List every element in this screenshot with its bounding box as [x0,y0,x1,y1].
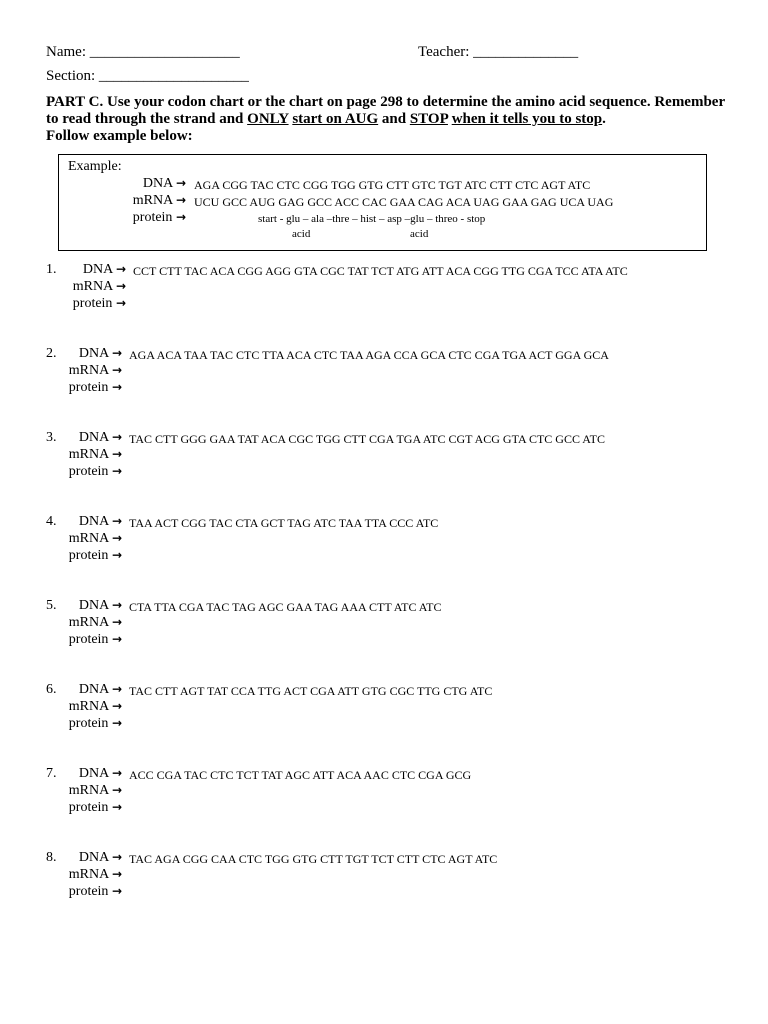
arrow-right-icon: → [111,682,122,696]
when-stop-emphasis: when it tells you to stop [451,111,603,127]
arrow-right-icon: → [111,380,122,394]
problem-mrna-label [69,447,122,463]
arrow-right-icon: → [111,346,122,360]
problem-mrna-label [69,699,122,715]
arrow-right-icon: → [111,867,122,881]
problem-protein-label [69,380,122,396]
dna-label: DNA [82,262,113,277]
problem-protein-label [69,464,122,480]
problem-protein-label [69,548,122,564]
example-dna-label [143,176,186,192]
dna-label: DNA [78,514,109,529]
arrow-right-icon: → [111,800,122,814]
arrow-right-icon: → [111,850,122,864]
problem-dna-label [79,766,122,782]
arrow-right-icon: → [115,279,126,293]
problem-number: 4. [46,514,57,529]
problem-mrna-label [69,531,122,547]
example-protein-label [133,210,186,226]
arrow-right-icon: → [111,632,122,646]
problem-dna-label [79,598,122,614]
problem-dna-sequence: TAC CTT GGG GAA TAT ACA CGC TGG CTT CGA TGA ATC CGT ACG GTA CTC GCC ATC [129,432,605,446]
arrow-right-icon: → [111,884,122,898]
arrow-right-icon: → [111,615,122,629]
only-emphasis: ONLY [247,111,289,127]
problem-protein-label [69,884,122,900]
arrow-right-icon: → [111,447,122,461]
mrna-label: mRNA [72,279,113,294]
problem-protein-label [73,296,126,312]
problem-number: 3. [46,430,57,445]
problem-dna-label [79,430,122,446]
problem-dna-sequence: TAC AGA CGG CAA CTC TGG GTG CTT TGT TCT CTT CTC AGT ATC [129,852,498,866]
protein-label: protein [68,716,109,731]
example-dna-sequence: AGA CGG TAC CTC CGG TGG GTG CTT GTC TGT ATC CTT CTC AGT ATC [194,178,591,192]
mrna-label: mRNA [132,193,173,208]
example-mrna-label [133,193,186,209]
problem-dna-label [79,850,122,866]
protein-label: protein [132,210,173,225]
problem-number: 6. [46,682,57,697]
arrow-right-icon: → [111,531,122,545]
problem-dna-sequence: ACC CGA TAC CTC TCT TAT AGC ATT ACA AAC CTC CGA GCG [129,768,472,782]
problem-protein-label [69,800,122,816]
arrow-right-icon: → [175,210,186,224]
arrow-right-icon: → [111,548,122,562]
arrow-right-icon: → [111,464,122,478]
section-field [46,68,249,85]
protein-label: protein [72,296,113,311]
problem-dna-label [83,262,126,278]
mrna-label: mRNA [68,531,109,546]
arrow-right-icon: → [111,598,122,612]
problem-number: 8. [46,850,57,865]
problem-number: 2. [46,346,57,361]
dna-label: DNA [78,682,109,697]
dna-label: DNA [78,346,109,361]
arrow-right-icon: → [111,766,122,780]
problem-dna-sequence: TAA ACT CGG TAC CTA GCT TAG ATC TAA TTA CCC ATC [129,516,439,530]
problem-dna-label [79,346,122,362]
example-protein-sequence: start - glu – ala –thre – hist – asp –glu – threo - stop [258,213,486,225]
section-blank[interactable]: ____________________ [98,68,249,84]
problem-dna-label [79,682,122,698]
mrna-label: mRNA [68,867,109,882]
instructions [46,94,726,145]
arrow-right-icon: → [115,296,126,310]
part-label: PART C. [46,94,104,110]
protein-label: protein [68,884,109,899]
example-acid-note-2: acid [410,228,429,240]
section-label: Section: [46,68,96,84]
dna-label: DNA [78,766,109,781]
arrow-right-icon: → [111,783,122,797]
problem-number: 1. [46,262,57,277]
arrow-right-icon: → [111,514,122,528]
problem-dna-sequence: TAC CTT AGT TAT CCA TTG ACT CGA ATT GTG CGC TTG CTG ATC [129,684,493,698]
name-field [46,44,240,61]
arrow-right-icon: → [175,193,186,207]
stop-emphasis: STOP [409,111,448,127]
and-text: and [381,111,407,127]
mrna-label: mRNA [68,699,109,714]
protein-label: protein [68,380,109,395]
protein-label: protein [68,800,109,815]
mrna-label: mRNA [68,363,109,378]
arrow-right-icon: → [111,716,122,730]
mrna-label: mRNA [68,783,109,798]
problem-dna-sequence: CCT CTT TAC ACA CGG AGG GTA CGC TAT TCT ATG ATT ACA CGG TTG CGA TCC ATA ATC [133,264,628,278]
instructions-text: Use your codon chart or the chart on page 298 to determine the amino acid sequence. Remember to read through the strand and [46,94,725,127]
mrna-label: mRNA [68,447,109,462]
protein-label: protein [68,464,109,479]
arrow-right-icon: → [111,430,122,444]
dna-label: DNA [142,176,173,191]
example-title: Example: [68,159,122,174]
name-blank[interactable]: ____________________ [89,44,240,60]
problem-dna-sequence: AGA ACA TAA TAC CTC TTA ACA CTC TAA AGA CCA GCA CTC CGA TGA ACT GGA GCA [129,348,609,362]
example-acid-note-1: acid [292,228,311,240]
arrow-right-icon: → [111,363,122,377]
problem-mrna-label [69,363,122,379]
teacher-blank[interactable]: ______________ [473,44,579,60]
problem-mrna-label [73,279,126,295]
arrow-right-icon: → [111,699,122,713]
dna-label: DNA [78,430,109,445]
problem-dna-label [79,514,122,530]
problem-mrna-label [69,615,122,631]
period: . [602,111,606,127]
problem-mrna-label [69,783,122,799]
dna-label: DNA [78,598,109,613]
arrow-right-icon: → [115,262,126,276]
problem-dna-sequence: CTA TTA CGA TAC TAG AGC GAA TAG AAA CTT ATC ATC [129,600,442,614]
follow-example-text: Follow example below: [46,128,193,144]
mrna-label: mRNA [68,615,109,630]
protein-label: protein [68,548,109,563]
start-on-aug-emphasis: start on AUG [292,111,379,127]
teacher-field [418,44,578,61]
problem-number: 7. [46,766,57,781]
name-label: Name: [46,44,86,60]
problem-protein-label [69,716,122,732]
problem-protein-label [69,632,122,648]
teacher-label: Teacher: [418,44,470,60]
problem-number: 5. [46,598,57,613]
dna-label: DNA [78,850,109,865]
example-mrna-sequence: UCU GCC AUG GAG GCC ACC CAC GAA CAG ACA UAG GAA GAG UCA UAG [194,195,614,209]
problem-mrna-label [69,867,122,883]
protein-label: protein [68,632,109,647]
arrow-right-icon: → [175,176,186,190]
